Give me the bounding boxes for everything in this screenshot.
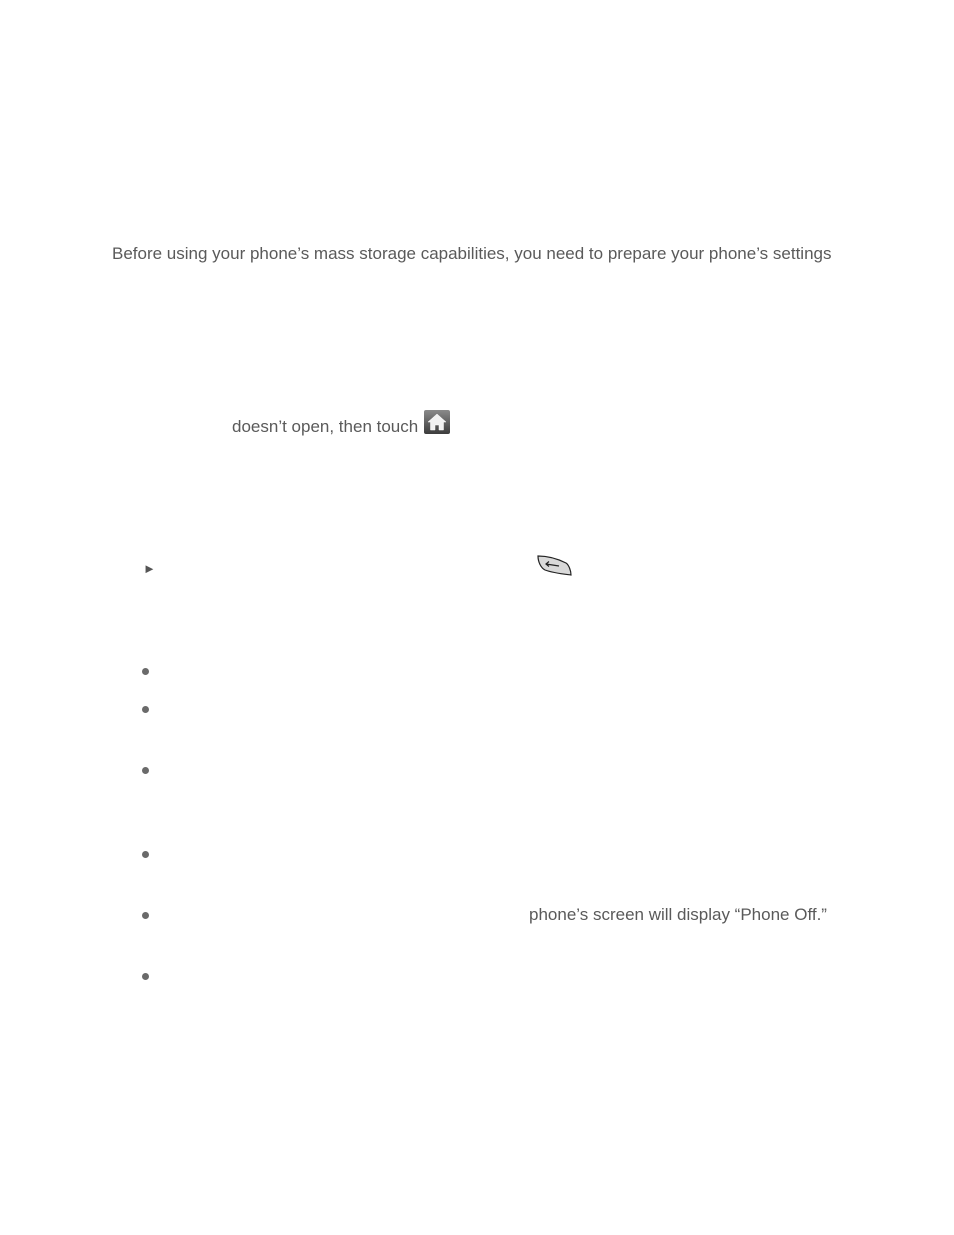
list-bullet [142, 851, 149, 858]
intro-paragraph: Before using your phone’s mass storage capabilities, you need to prepare your phone’s settings [112, 244, 832, 263]
home-icon [424, 410, 450, 434]
list-item: phone’s screen will display “Phone Off.” [529, 905, 827, 924]
list-bullet [142, 912, 149, 919]
step-arrow: ► [143, 561, 156, 576]
list-bullet [142, 973, 149, 980]
list-bullet [142, 668, 149, 675]
back-key-icon [536, 554, 573, 577]
step-text: doesn’t open, then touch [232, 417, 419, 436]
list-bullet [142, 767, 149, 774]
list-bullet [142, 706, 149, 713]
